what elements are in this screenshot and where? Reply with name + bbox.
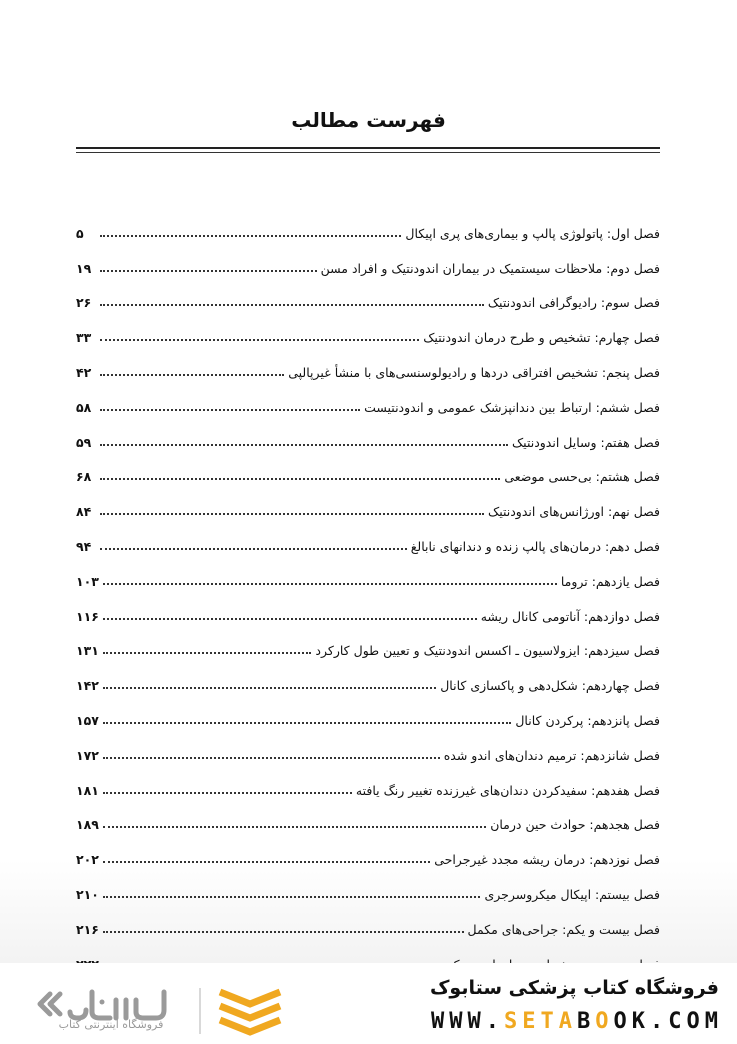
footer-url-part2: B — [577, 1009, 596, 1034]
toc-row[interactable] — [76, 210, 660, 245]
toc-page-number: ۳۳ — [76, 330, 92, 346]
toc-row[interactable] — [76, 558, 660, 593]
toc-row[interactable] — [76, 384, 660, 419]
toc-page-number: ۲۱۰ — [76, 886, 99, 902]
toc-leader-dots — [103, 895, 481, 898]
toc-page-number: ۶۸ — [76, 469, 92, 485]
toc-page-number: ۱۸۱ — [76, 782, 99, 798]
toc-row[interactable] — [76, 593, 660, 628]
footer-url-part3: OK.COM — [613, 1009, 723, 1034]
toc-chapter-title: فصل دوم: ملاحظات سیستمیک در بیماران اندودنتیک و افراد مسن — [320, 260, 660, 276]
toc-row[interactable] — [76, 732, 660, 767]
toc-page-number: ۵۹ — [76, 434, 92, 450]
table-of-contents — [76, 210, 660, 976]
toc-page-number: ۱۱۶ — [76, 608, 99, 624]
toc-page-number: ۱۰۳ — [76, 573, 99, 589]
footer-url[interactable] — [431, 1009, 723, 1034]
toc-row[interactable] — [76, 245, 660, 280]
toc-chapter-title: فصل اول: پاتولوژی پالپ و بیماری‌های پری اپیکال — [405, 225, 660, 241]
toc-chapter-title: فصل دهم: درمان‌های پالپ زنده و دندانهای نابالغ — [410, 538, 660, 554]
toc-page-number: ۵۸ — [76, 399, 92, 415]
toc-chapter-title: فصل نوزدهم: درمان ریشه مجدد غیرجراحی — [434, 852, 660, 868]
toc-page-number: ۲۱۶ — [76, 921, 99, 937]
toc-page-number: ۹۴ — [76, 538, 92, 554]
logo-subtitle: فروشگاه اینترنتی کتاب — [58, 1018, 164, 1031]
toc-page-number: ۴۲ — [76, 364, 92, 380]
toc-leader-dots — [103, 686, 436, 689]
toc-row[interactable] — [76, 802, 660, 837]
toc-chapter-title: فصل سوم: رادیوگرافی اندودنتیک — [487, 295, 660, 311]
toc-leader-dots — [103, 825, 486, 828]
toc-leader-dots — [103, 617, 477, 620]
toc-page-number: ۱۸۹ — [76, 817, 99, 833]
toc-row[interactable] — [76, 628, 660, 663]
page-title: فهرست مطالب — [291, 108, 446, 132]
toc-leader-dots — [103, 930, 464, 933]
toc-page-number: ۱۳۱ — [76, 643, 99, 659]
toc-row[interactable] — [76, 280, 660, 315]
toc-leader-dots — [103, 791, 352, 794]
toc-chapter-title: فصل پانزدهم: پرکردن کانال — [515, 712, 660, 728]
footer-url-accent2: O — [595, 1009, 614, 1034]
toc-chapter-title: فصل هجدهم: حوادث حین درمان — [490, 817, 660, 833]
toc-row[interactable] — [76, 662, 660, 697]
toc-page-number: ۸۴ — [76, 504, 92, 520]
toc-chapter-title: فصل دوازدهم: آناتومی کانال ریشه — [480, 608, 660, 624]
toc-chapter-title: فصل چهارم: تشخیص و طرح درمان اندودنتیک — [423, 330, 660, 346]
toc-row[interactable] — [76, 419, 660, 454]
toc-chapter-title: فصل بیست و یکم: جراحی‌های مکمل — [467, 921, 660, 937]
toc-row[interactable] — [76, 871, 660, 906]
toc-row[interactable] — [76, 906, 660, 941]
toc-chapter-title: فصل شانزدهم: ترمیم دندان‌های اندو شده — [443, 747, 660, 763]
title-rule-thick — [76, 147, 660, 149]
toc-row[interactable] — [76, 836, 660, 871]
toc-chapter-title: فصل یازدهم: تروما — [560, 573, 660, 589]
toc-row[interactable] — [76, 697, 660, 732]
toc-leader-dots — [103, 651, 312, 654]
toc-row[interactable] — [76, 314, 660, 349]
toc-chapter-title: فصل چهاردهم: شکل‌دهی و پاکسازی کانال — [440, 678, 660, 694]
toc-page-number: ۲۰۲ — [76, 852, 99, 868]
toc-leader-dots — [103, 721, 511, 724]
toc-chapter-title: فصل پنجم: تشخیص افتراقی دردها و رادیولوسنسی‌های با منشأ غیرپالپی — [288, 364, 660, 380]
toc-row[interactable] — [76, 488, 660, 523]
toc-leader-dots — [100, 338, 419, 341]
toc-row[interactable] — [76, 767, 660, 802]
toc-leader-dots — [100, 234, 401, 237]
toc-page-number: ۱۴۲ — [76, 678, 99, 694]
toc-page-number: ۱۷۲ — [76, 747, 99, 763]
footer-url-part1: WWW. — [431, 1009, 505, 1034]
toc-chapter-title: فصل هشتم: بی‌حسی موضعی — [504, 469, 660, 485]
toc-page-number: ۲۶ — [76, 295, 92, 311]
toc-leader-dots — [100, 303, 484, 306]
toc-chapter-title: فصل نهم: اورژانس‌های اندودنتیک — [488, 504, 660, 520]
toc-leader-dots — [100, 477, 500, 480]
toc-leader-dots — [100, 443, 508, 446]
logo-book-icon — [220, 992, 280, 1032]
toc-leader-dots — [103, 582, 557, 585]
toc-row[interactable] — [76, 454, 660, 489]
toc-chapter-title: فصل سیزدهم: ایزولاسیون ـ اکسس اندودنتیک و تعیین طول کارکرد — [315, 643, 660, 659]
footer-url-accent1: SETA — [504, 1009, 578, 1034]
toc-chapter-title: فصل هفدهم: سفیدکردن دندان‌های غیرزنده تغییر رنگ یافته — [355, 782, 660, 798]
logo-wordmark-icon — [40, 992, 164, 1018]
toc-chapter-title: فصل بیستم: اپیکال میکروسرجری — [484, 886, 660, 902]
toc-leader-dots — [103, 860, 430, 863]
toc-page-number: ۱۹ — [76, 260, 92, 276]
toc-page-number: ۵ — [76, 225, 84, 241]
title-rule-thin — [76, 152, 660, 153]
toc-row[interactable] — [76, 523, 660, 558]
toc-leader-dots — [100, 408, 360, 411]
toc-leader-dots — [103, 756, 440, 759]
toc-leader-dots — [100, 269, 317, 272]
toc-row[interactable] — [76, 349, 660, 384]
toc-chapter-title: فصل هفتم: وسایل اندودنتیک — [511, 434, 660, 450]
toc-leader-dots — [100, 373, 284, 376]
toc-page-number: ۱۵۷ — [76, 712, 99, 728]
footer-shop-name: فروشگاه کتاب پزشکی ستابوک — [429, 977, 719, 999]
toc-chapter-title: فصل ششم: ارتباط بین دندانپزشک عمومی و اندودنتیست — [364, 399, 660, 415]
toc-leader-dots — [100, 547, 407, 550]
toc-leader-dots — [100, 512, 484, 515]
